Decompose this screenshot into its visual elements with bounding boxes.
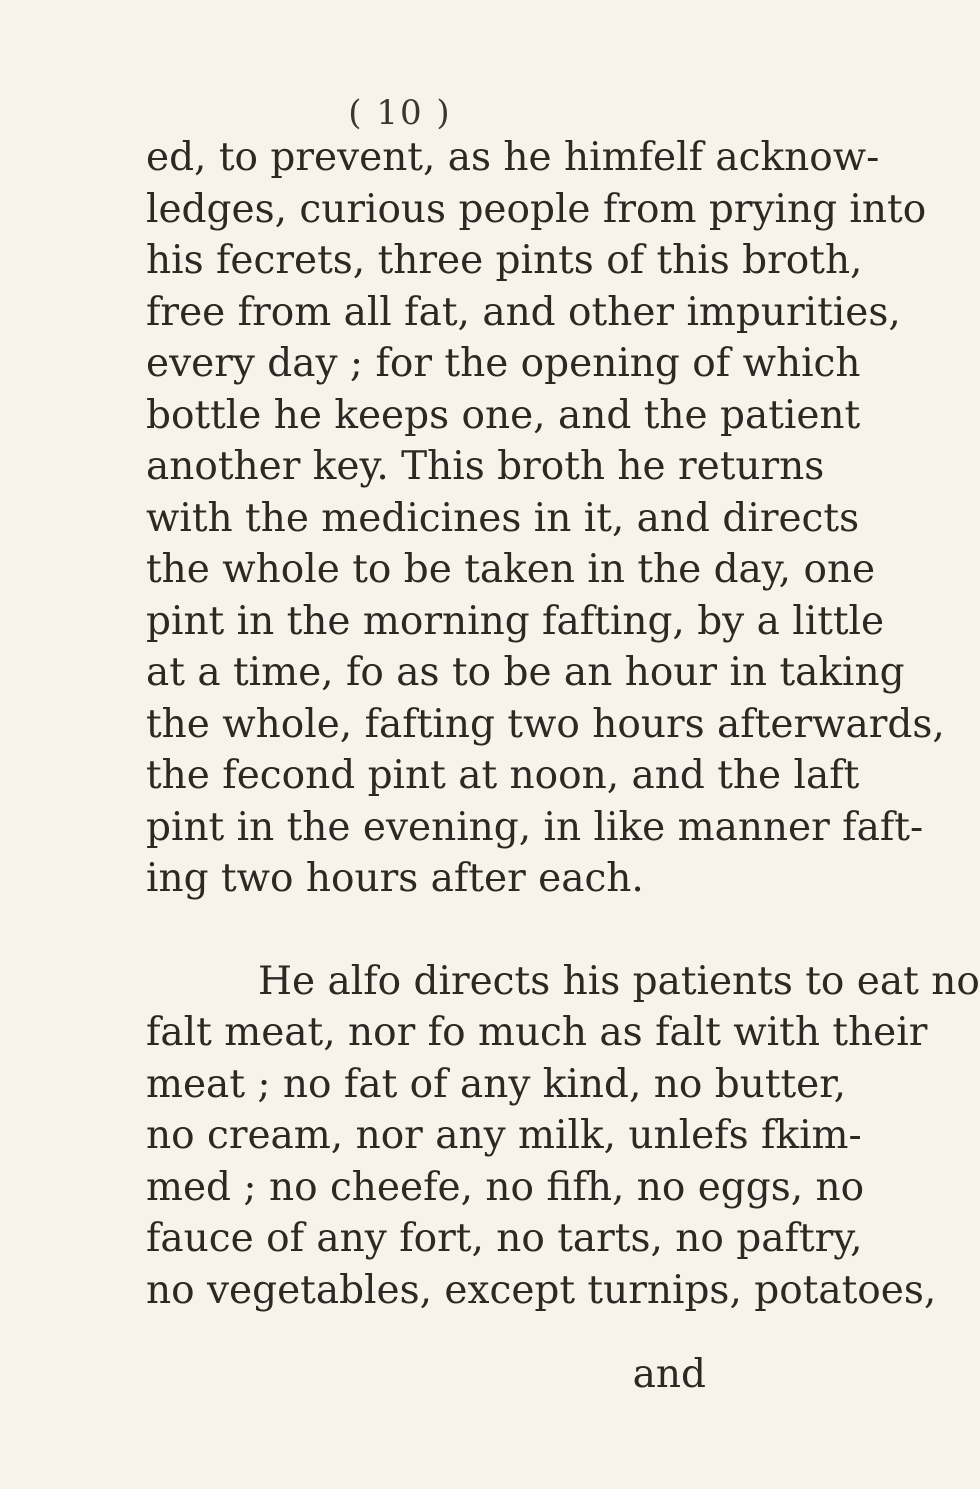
- text-line: falt meat, nor fo much as falt with their: [146, 1010, 928, 1055]
- text-line: meat ; no fat of any kind, no butter,: [146, 1061, 847, 1107]
- text-line: bottle he keeps one, and the patient: [146, 392, 861, 438]
- text-line: every day ; for the opening of which: [146, 341, 861, 386]
- paragraph-2: [146, 956, 980, 1317]
- text-line: pint in the morning fafting, by a little: [146, 598, 885, 644]
- text-line: the whole to be taken in the day, one: [146, 547, 876, 592]
- text-line: pint in the evening, in like manner faft-: [146, 804, 924, 850]
- text-line: no cream, nor any milk, unlefs fkim-: [146, 1113, 862, 1158]
- text-line: his fecrets, three pints of this broth,: [146, 238, 863, 283]
- text-line: ing two hours after each.: [146, 856, 644, 901]
- text-line: med ; no cheefe, no fifh, no eggs, no: [146, 1164, 865, 1210]
- text-line: He alfo directs his patients to eat no: [258, 958, 980, 1004]
- paragraph-gap: [146, 905, 706, 956]
- page-number: ( 10 ): [348, 93, 452, 133]
- text-line: fauce of any fort, no tarts, no paftry,: [146, 1216, 863, 1261]
- text-line: free from all fat, and other impurities,: [146, 289, 901, 335]
- text-line: at a time, fo as to be an hour in taking: [146, 650, 905, 695]
- body-text: [146, 132, 980, 1316]
- text-line: ledges, curious people from prying into: [146, 186, 927, 232]
- text-line: another key. This broth he returns: [146, 444, 825, 489]
- text-line: ed, to prevent, as he himfelf acknow-: [146, 135, 880, 180]
- text-line: with the medicines in it, and directs: [146, 495, 860, 541]
- paragraph-1: [146, 132, 945, 905]
- text-line: no vegetables, except turnips, potatoes,: [146, 1267, 937, 1313]
- text-line: the whole, fafting two hours afterwards,: [146, 701, 945, 747]
- text-line: the fecond pint at noon, and the laft: [146, 753, 860, 798]
- catchword: and: [632, 1352, 706, 1397]
